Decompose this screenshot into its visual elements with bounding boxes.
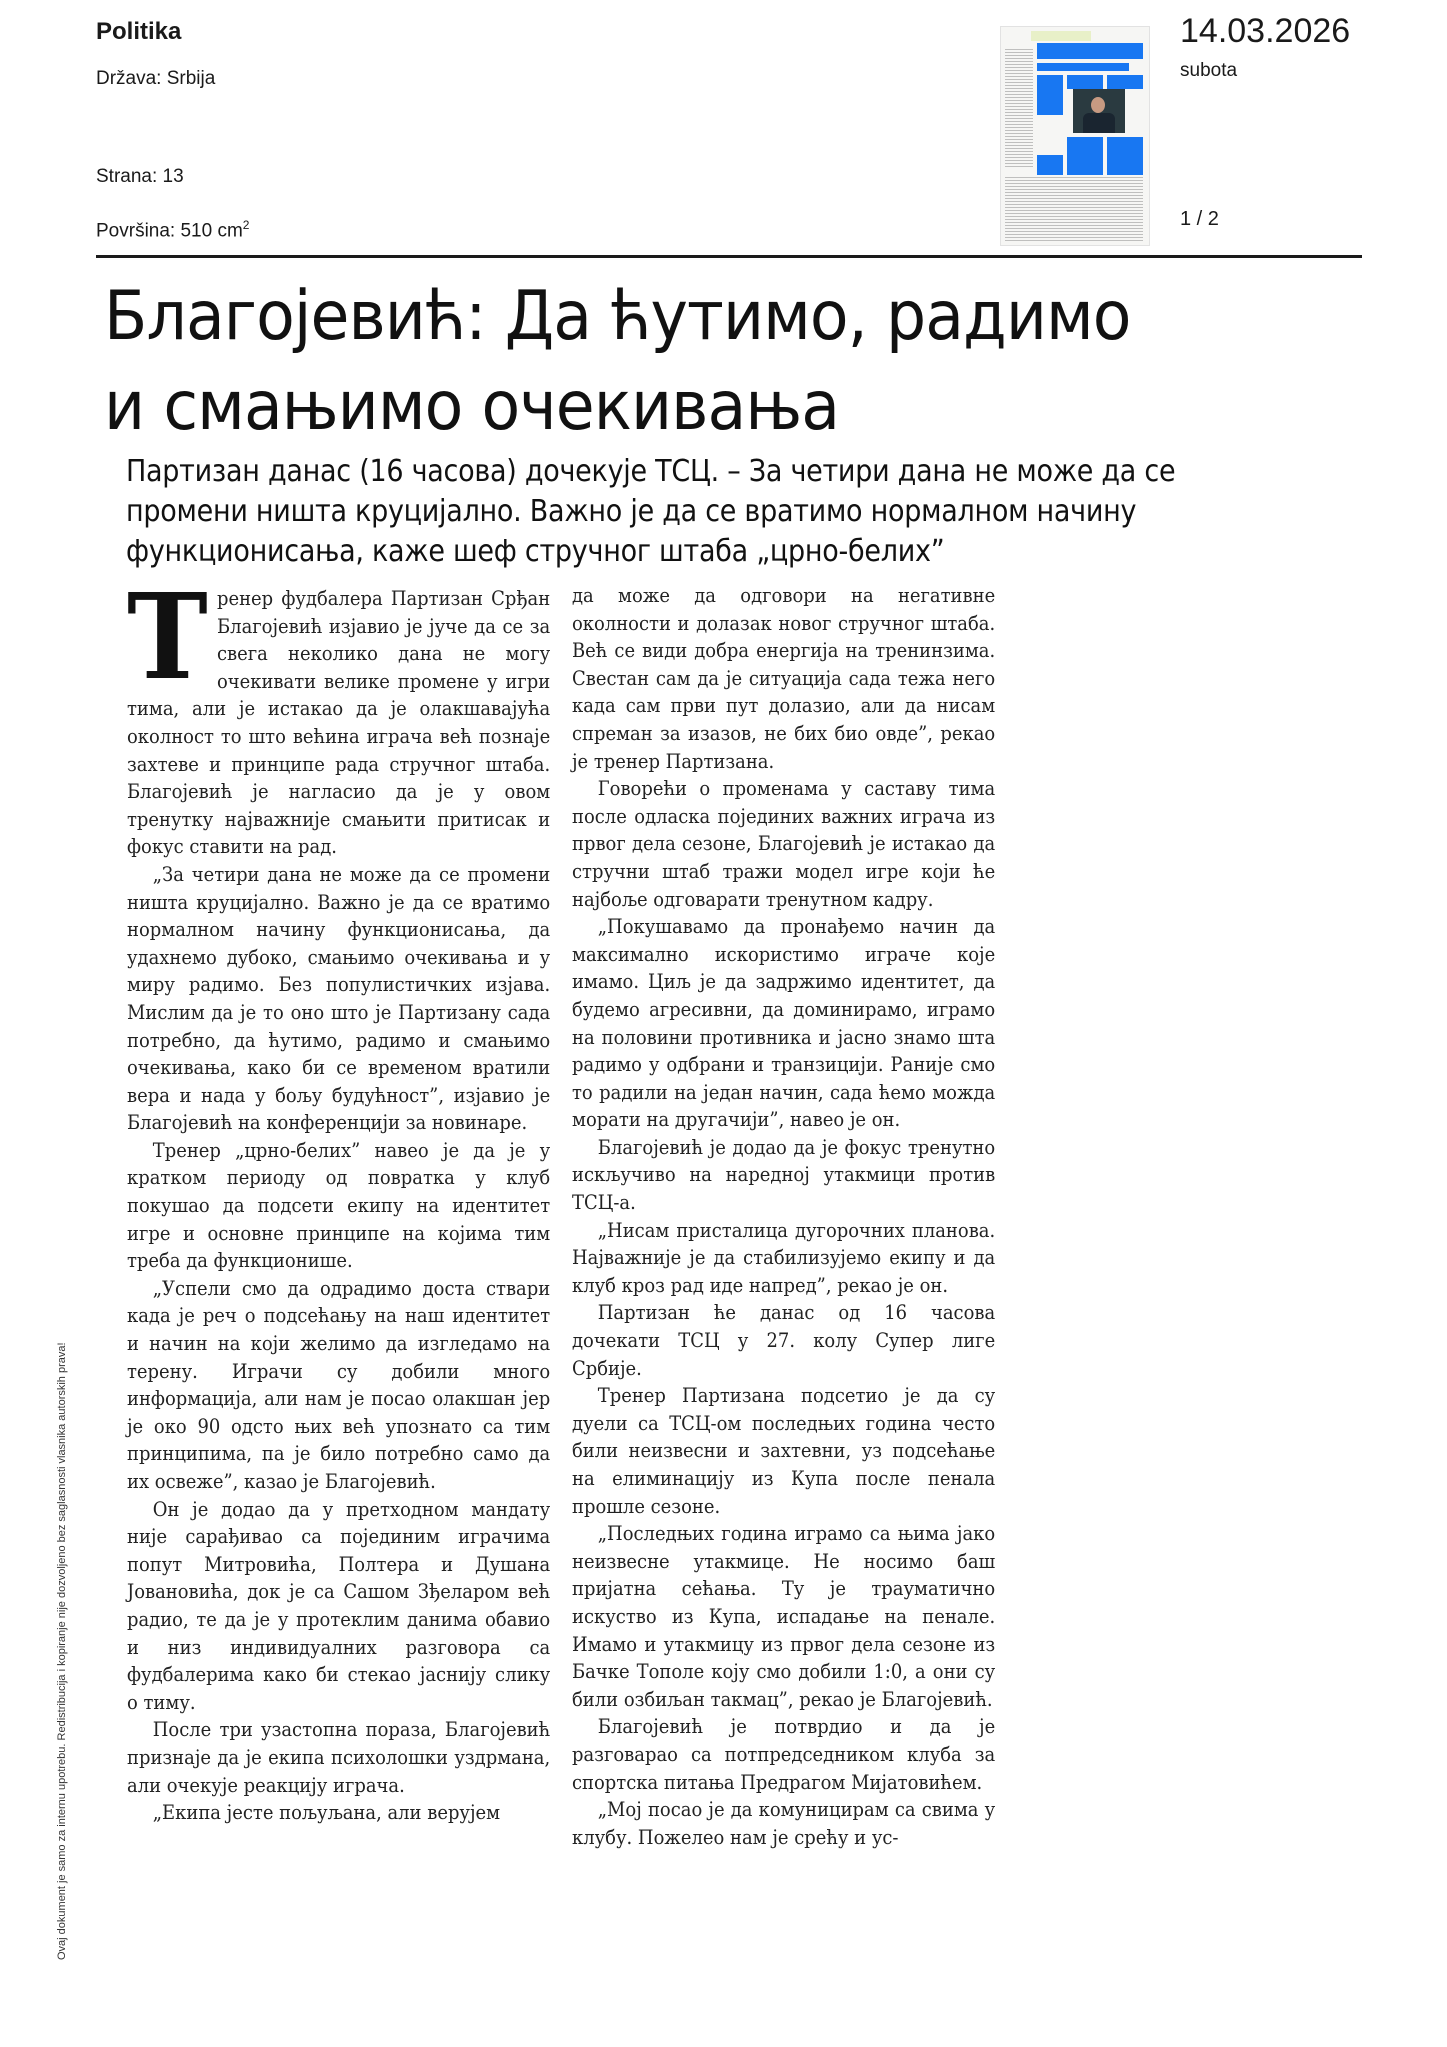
paragraph: „Мој посао је да комуницирам са свима у клубу. Пожелео нам је срећу и ус- <box>572 1798 996 1849</box>
area-value: Površina: 510 cm <box>96 220 243 242</box>
thumbnail-table-block <box>1005 177 1143 241</box>
newspaper-page-thumbnail[interactable] <box>1000 26 1150 246</box>
article-headline <box>104 272 1294 452</box>
thumbnail-highlight-block <box>1037 75 1063 115</box>
paragraph: да може да одговори на негативне околности и долазак новог стручног штаба. Већ се види добра енергија на тренинзима. Свестан сам да је ситуација сада тежа него када сам први пут долазио, али да нисам спреман за изазов, не бих био овде”, рекао је тренер Партизана. <box>572 584 996 773</box>
thumbnail-highlight-block <box>1037 43 1143 59</box>
paragraph: Говорећи о променама у саставу тима после одласка појединих важних играча из првог дела сезоне, Благојевић је истакао да стручни штаб тражи модел игре који ће најбоље одговарати тренутном кадру. <box>572 777 996 911</box>
drop-cap: Т <box>127 567 208 706</box>
headline-line-2: и смањимо очекивања <box>104 367 840 446</box>
thumbnail-highlight-block <box>1037 155 1063 175</box>
thumbnail-text-block <box>1005 49 1033 169</box>
thumbnail-highlight-block <box>1067 75 1103 89</box>
area-unit-exponent: 2 <box>242 218 250 232</box>
paragraph: Он је додао да у претходном мандату није сарађивао са појединим играчима попут Митровића, Полтера и Душана Јовановића, док је са Сашом Зђеларом већ радио, те да је у протеклим данима обавио и низ индивидуалних разговора са фудбалерима како би стекао јаснију слику о тиму. <box>127 1497 551 1714</box>
paragraph: Благојевић је потврдио и да је разговарао са потпредседником клуба за спортска питања Предрагом Мијатовићем. <box>572 1715 996 1794</box>
paragraph: „Нисам присталица дугорочних планова. Најважније је да стабилизујемо екипу и да клуб кроз рад иде напред”, рекао је он. <box>572 1218 996 1297</box>
area-label <box>96 218 249 242</box>
issue-date: 14.03.2026 <box>1180 12 1351 50</box>
thumbnail-section-banner <box>1031 31 1091 41</box>
paragraph: „Последњих година играмо са њима јако неизвесне утакмице. Не носимо баш пријатна сећања. Ту је трауматично искуство из Купа, испадање на пенале. Имамо и утакмицу из првог дела сезоне из Бачке Тополе коју смо добили 1:0, а они су били озбиљан такмац”, рекао је Благојевић. <box>572 1522 996 1711</box>
thumbnail-highlight-block <box>1067 137 1103 175</box>
paragraph: После три узастопна пораза, Благојевић признаје да је екипа психолошки уздрмана, али очекује реакцију играча. <box>127 1718 551 1797</box>
paragraph: „Успели смо да одрадимо доста ствари када је реч о подсећању на наш идентитет и начин на који желимо да изгледамо на терену. Играчи су добили много информација, али нам је посао олакшан јер је око 90 одсто њих већ упознато са тим принципима, па је било потребно само да их освеже”, казао је Благојевић. <box>127 1276 551 1493</box>
issue-weekday: subota <box>1180 60 1238 81</box>
paragraph: Благојевић је додао да је фокус тренутно искључиво на наредној утакмици против ТСЦ-а. <box>572 1135 996 1215</box>
thumbnail-highlight-block <box>1037 63 1129 71</box>
thumbnail-highlight-block <box>1107 137 1143 175</box>
headline-line-1: Благојевић: Да ћутимо, радимо <box>104 277 1131 356</box>
paragraph: „За четири дана не може да се промени ништа круцијално. Важно је да се вратимо нормалном начину функционисања, да удахнемо дубоко, смањимо очекивања и у миру радимо. Без популистичких изјава. Мислим да је то оно што је Партизану сада потребно, да ћутимо, радимо и смањимо очекивања, како би се временом вратили вера и нада у бољу будућност”, изјавио је Благојевић на конференцији за новинаре. <box>127 862 551 1135</box>
header-divider <box>96 255 1362 258</box>
article-column-left <box>127 567 551 1827</box>
paragraph: Тренер „црно-белих” навео је да је у кратком периоду од повратка у клуб покушао да подсети екипу на идентитет игре и основне принципе на којима тим треба да функционише. <box>127 1138 551 1273</box>
article-column-right <box>572 582 995 1851</box>
paragraph: „Екипа јесте пољуљана, али верујем <box>152 1801 501 1825</box>
copyright-disclaimer: Ovaj dokument je samo za internu upotrebu. Redistribucija i kopiranje nije dozvoljeno bez saglasnosti vlasnika autorskih prava! <box>56 1342 68 1960</box>
thumbnail-highlight-block <box>1107 75 1143 89</box>
page-counter: 1 / 2 <box>1180 208 1219 230</box>
paragraph: „Покушавамо да пронађемо начин да максимално искористимо играче које имамо. Циљ је да задржимо идентитет, да будемо агресивни, да доминирамо, играмо на половини противника и јасно знамо шта радимо у одбрани и транзицији. Раније смо то радили на један начин, сада ћемо можда морати на другачији”, навео је он. <box>572 915 996 1132</box>
country-label: Država: Srbija <box>96 68 216 89</box>
paragraph: Партизан ће данас од 16 часова дочекати ТСЦ у 27. колу Супер лиге Србије. <box>572 1301 996 1380</box>
paragraph: Тренер фудбалера Партизан Срђан Благојевић изјавио је јуче да се за свега неколико дана не могу очекивати велике промене у игри тима, али је истакао да је олакшавајућа околност то што већина играча већ познаје захтеве и принципе рада стручног штаба. Благојевић је нагласио да је у овом тренутку најважније смањити притисак и фокус ставити на рад. <box>127 567 551 859</box>
publication-name: Politika <box>96 18 182 45</box>
article-subheadline: Партизан данас (16 часова) дочекује ТСЦ. – За четири дана не може да се промени ништа круцијално. Важно је да се вратимо нормалном начину функционисања, каже шеф стручног штаба „црно-белих” <box>126 454 1176 569</box>
page-number-label: Strana: 13 <box>96 166 184 187</box>
thumbnail-photo <box>1073 89 1125 133</box>
paragraph: Тренер Партизана подсетио је да су дуели са ТСЦ-ом последњих година често били неизвесни и захтевни, уз подсећање на елиминацију из Купа после пенала прошле сезоне. <box>572 1384 996 1518</box>
